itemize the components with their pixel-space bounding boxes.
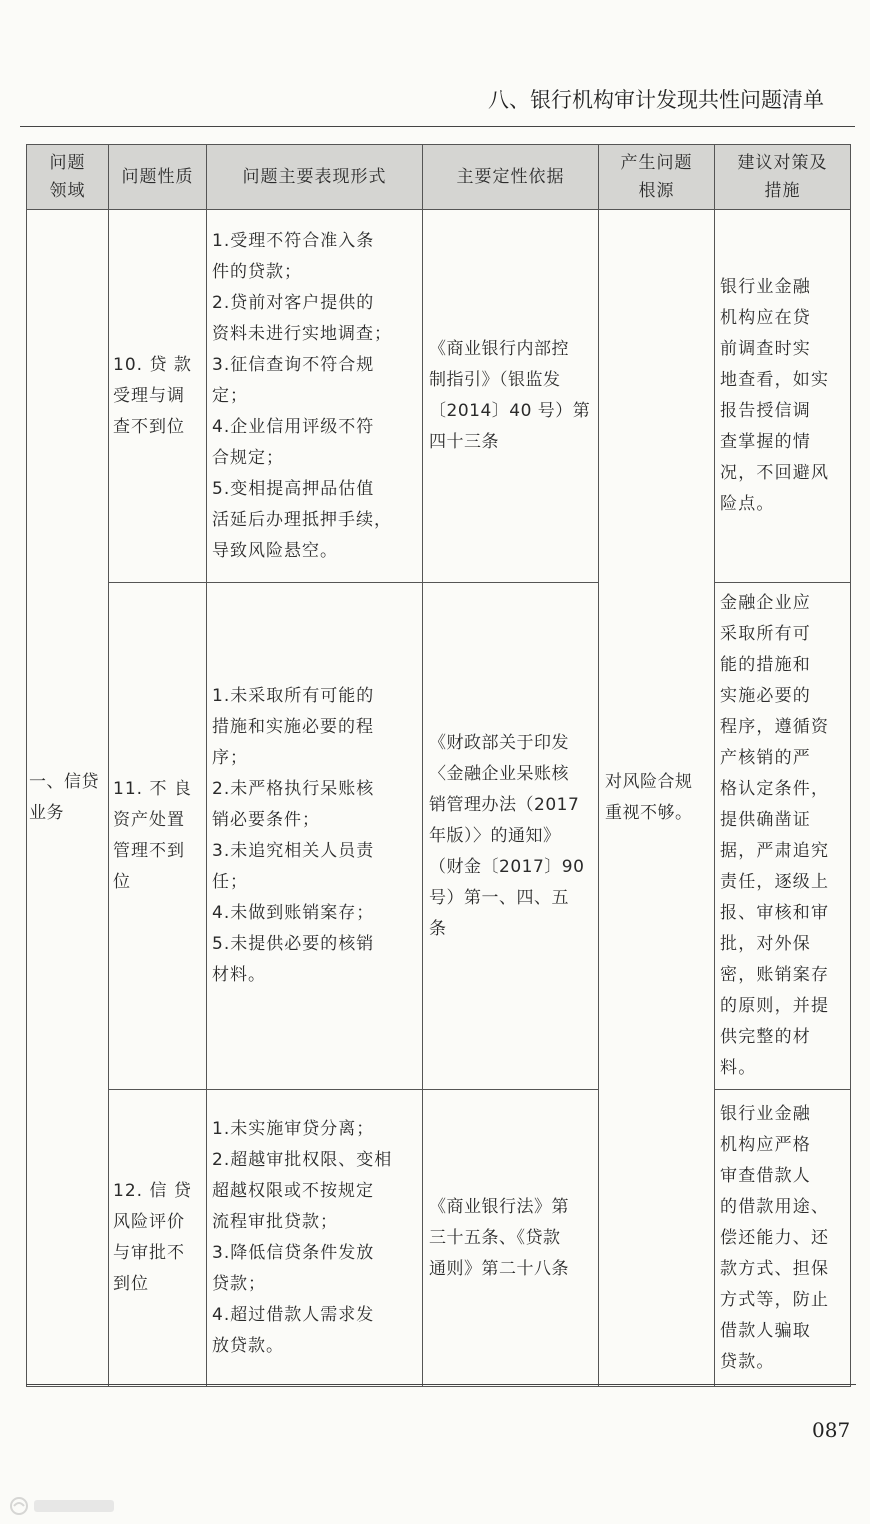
text-line: 年版）〉的通知》	[429, 825, 561, 846]
text-line: 1.未采取所有可能的	[212, 686, 375, 706]
text-line: 三十五条、《贷款	[429, 1227, 561, 1248]
text-line: 风险评价	[113, 1212, 185, 1232]
text-line: 责任，逐级上	[720, 872, 830, 892]
text-line: 号）第一、四、五	[429, 887, 569, 908]
text-line: 四十三条	[429, 432, 499, 452]
basis-cell	[423, 583, 599, 1090]
text-line: 密，账销案存	[720, 965, 830, 985]
text-line: 能的措施和	[720, 655, 811, 675]
table-header-row	[27, 145, 851, 210]
watermark-logo	[8, 1494, 118, 1518]
text-line: 11. 不 良	[113, 779, 192, 799]
text-line: 的原则，并提	[720, 996, 830, 1016]
text-line: 销管理办法（2017	[429, 794, 580, 815]
text-line: 条	[429, 918, 447, 939]
text-line: 批，对外保	[720, 934, 811, 954]
text-line: 报告授信调	[720, 401, 811, 421]
text-line: 《财政部关于印发	[429, 732, 569, 753]
text-line: 10. 贷 款	[113, 354, 192, 375]
basis-cell	[423, 1090, 599, 1387]
text-line: 款方式、担保	[720, 1258, 830, 1279]
text-line: 活延后办理抵押手续，	[212, 509, 392, 530]
text-line: 2.超越审批权限、变相	[212, 1150, 393, 1170]
text-line: 查不到位	[113, 416, 185, 437]
measures-cell	[715, 210, 851, 583]
text-line: 3.降低信贷条件发放	[212, 1243, 375, 1263]
text-line: 地查看，如实	[720, 370, 830, 390]
text-line: 问题主要表现形式	[242, 167, 387, 187]
text-line: 问题性质	[121, 167, 194, 187]
text-line: 产生问题	[620, 153, 693, 173]
text-line: 放贷款。	[212, 1336, 284, 1356]
domain-cell	[27, 210, 109, 1387]
text-line: 件的贷款；	[212, 261, 302, 282]
text-line: 管理不到	[113, 841, 185, 861]
text-line: 一、信贷	[29, 772, 99, 792]
text-line: 的借款用途、	[720, 1196, 830, 1217]
text-line: 银行业金融	[720, 277, 811, 297]
text-line: 资产处置	[113, 810, 185, 830]
text-line: 定；	[212, 385, 248, 406]
text-line: 前调查时实	[720, 339, 811, 359]
nature-cell	[109, 583, 207, 1090]
header-basis	[423, 145, 599, 210]
text-line: 方式等，防止	[720, 1289, 830, 1310]
text-line: 主要定性依据	[456, 167, 565, 187]
text-line: 《商业银行法》第	[429, 1196, 569, 1217]
text-line: 根源	[638, 181, 675, 201]
text-line: 贷款；	[212, 1274, 266, 1294]
text-line: 借款人骗取	[720, 1320, 811, 1341]
text-line: 材料。	[212, 965, 266, 985]
text-line: 合规定；	[212, 447, 284, 468]
text-line: 金融企业应	[720, 593, 811, 613]
text-line: 对风险合规	[605, 772, 693, 792]
text-line: 序；	[212, 748, 248, 768]
text-line: 业务	[29, 803, 64, 823]
text-line: （财金〔2017〕90	[429, 856, 585, 877]
text-line: 报、审核和审	[720, 903, 830, 923]
text-line: 4.未做到账销案存；	[212, 903, 375, 923]
nature-cell	[109, 1090, 207, 1387]
text-line: 《商业银行内部控	[429, 339, 569, 359]
text-line: 4.超过借款人需求发	[212, 1305, 375, 1325]
text-line: 制指引》（银监发	[429, 370, 561, 390]
text-line: 程序，遵循资	[720, 717, 830, 737]
text-line: 据，严肃追究	[720, 841, 830, 861]
text-line: 机构应严格	[720, 1134, 811, 1155]
manifestation-cell	[207, 583, 423, 1090]
text-line: 料。	[720, 1058, 757, 1078]
basis-cell	[423, 210, 599, 583]
running-header: 八、银行机构审计发现共性问题清单	[488, 88, 824, 112]
text-line: 资料未进行实地调查；	[212, 323, 392, 344]
text-line: 位	[113, 872, 131, 892]
text-line: 重视不够。	[605, 803, 693, 823]
text-line: 措施	[764, 181, 801, 201]
header-measures	[715, 145, 851, 210]
text-line: 与审批不	[113, 1243, 185, 1263]
header-domain	[27, 145, 109, 210]
text-line: 受理与调	[113, 385, 185, 406]
text-line: 5.变相提高押品估值	[212, 478, 375, 499]
table-row	[27, 1090, 851, 1387]
text-line: 销必要条件；	[212, 810, 320, 830]
page-number: 087	[812, 1418, 851, 1442]
table-row	[27, 583, 851, 1090]
text-line: 措施和实施必要的程	[212, 717, 374, 737]
text-line: 到位	[113, 1274, 149, 1294]
text-line: 2.贷前对客户提供的	[212, 292, 375, 313]
nature-cell	[109, 210, 207, 583]
text-line: 银行业金融	[720, 1103, 811, 1124]
text-line: 建议对策及	[737, 153, 828, 173]
text-line: 贷款。	[720, 1351, 775, 1372]
text-line: 提供确凿证	[720, 810, 811, 830]
text-line: 超越权限或不按规定	[212, 1181, 374, 1201]
text-line: 4.企业信用评级不符	[212, 416, 375, 437]
text-line: 通则》第二十八条	[429, 1258, 569, 1279]
text-line: 5.未提供必要的核销	[212, 934, 375, 954]
text-line: 3.征信查询不符合规	[212, 354, 375, 375]
table-row	[27, 210, 851, 583]
header-source	[599, 145, 715, 210]
text-line: 12. 信 贷	[113, 1181, 192, 1201]
text-line: 问题	[49, 153, 86, 173]
text-line: 任；	[212, 872, 248, 892]
text-line: 3.未追究相关人员责	[212, 841, 375, 861]
text-line: 2.未严格执行呆账核	[212, 779, 375, 799]
text-line: 〔2014〕40 号）第	[429, 401, 591, 421]
text-line: 机构应在贷	[720, 308, 811, 328]
measures-cell	[715, 1090, 851, 1387]
manifestation-cell	[207, 210, 423, 583]
text-line: 审查借款人	[720, 1165, 811, 1186]
audit-issues-table	[26, 144, 851, 1387]
manifestation-cell	[207, 1090, 423, 1387]
text-line: 格认定条件，	[720, 779, 830, 799]
text-line: 导致风险悬空。	[212, 540, 338, 561]
text-line: 产核销的严	[720, 748, 811, 768]
header-rule	[20, 126, 855, 127]
text-line: 查掌握的情	[720, 432, 811, 452]
text-line: 偿还能力、还	[720, 1227, 830, 1248]
text-line: 供完整的材	[720, 1027, 811, 1047]
text-line: 1.受理不符合准入条	[212, 230, 375, 251]
header-nature	[109, 145, 207, 210]
text-line: 〈金融企业呆账核	[429, 763, 569, 784]
text-line: 采取所有可	[720, 624, 811, 644]
text-line: 况，不回避风	[720, 463, 830, 483]
footer-rule	[26, 1384, 856, 1385]
header-manifestation	[207, 145, 423, 210]
measures-cell	[715, 583, 851, 1090]
text-line: 1.未实施审贷分离；	[212, 1119, 375, 1139]
text-line: 领域	[49, 181, 86, 201]
text-line: 流程审批贷款；	[212, 1212, 338, 1232]
text-line: 险点。	[720, 494, 775, 514]
text-line: 实施必要的	[720, 686, 811, 706]
source-cell	[599, 210, 715, 1387]
